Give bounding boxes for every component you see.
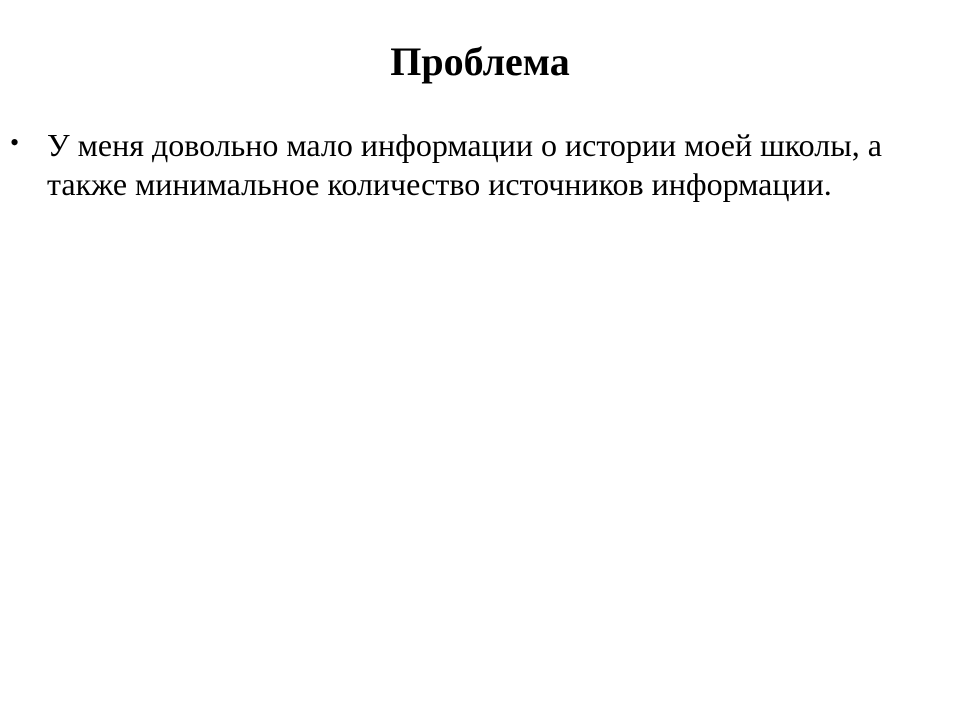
- slide-title: Проблема: [390, 39, 570, 84]
- bullet-item: [0, 126, 960, 204]
- bullet-list: [0, 126, 960, 204]
- bullet-dot-icon: •: [10, 128, 20, 157]
- bullet-text: У меня довольно мало информации о истории моей школы, а также минимальное количество источников информации.: [47, 127, 882, 202]
